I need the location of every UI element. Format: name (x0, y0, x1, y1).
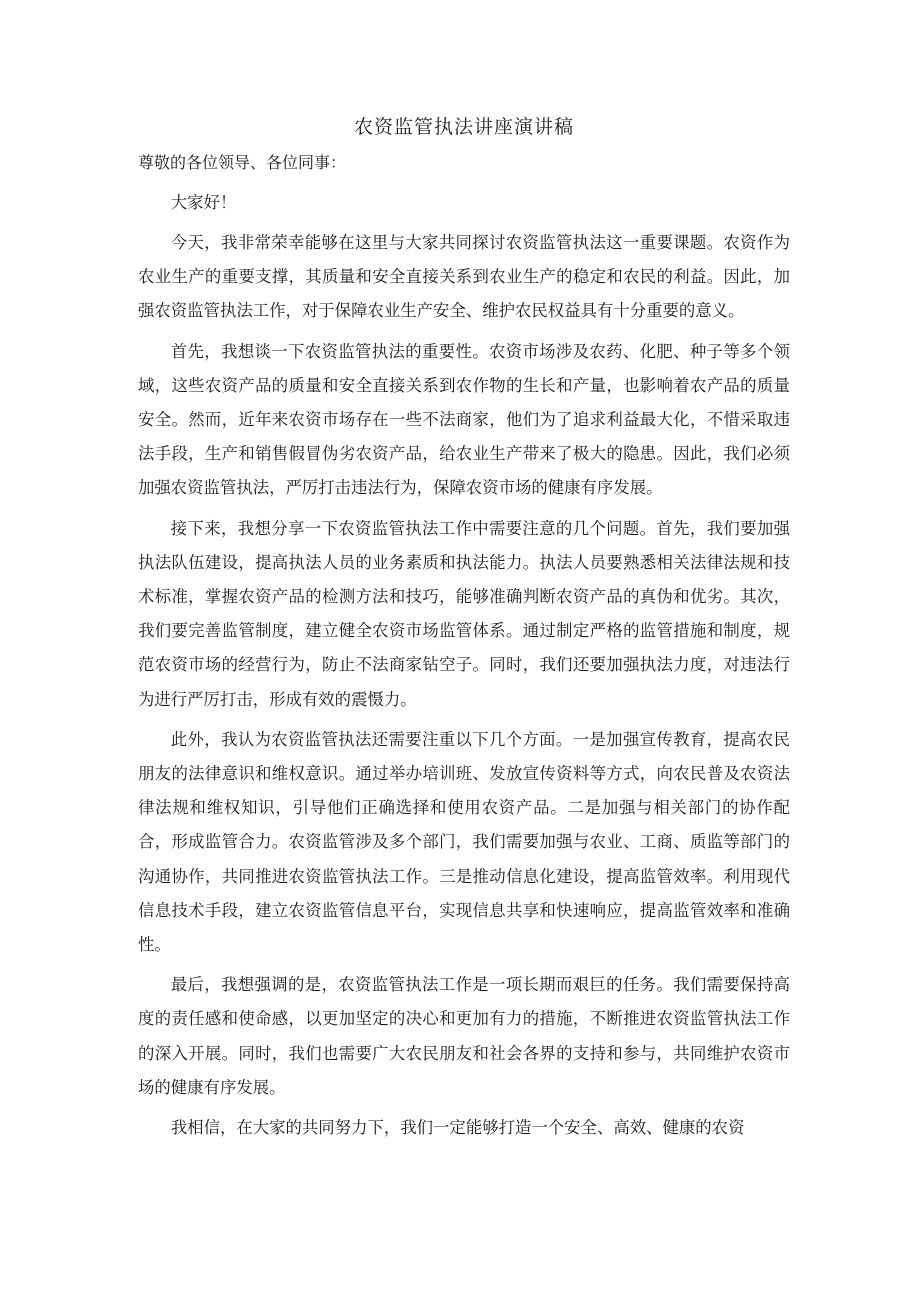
paragraph-conclusion: 最后，我想强调的是，农资监管执法工作是一项长期而艰巨的任务。我们需要保持高度的责任感和使命感，以更加坚定的决心和更加有力的措施，不断推进农资监管执法工作的深入开展。同时，我们也需要广大农民朋友和社会各界的支持和参与，共同维护农资市场的健康有序发展。 (138, 975, 790, 1097)
document-title: 农资监管执法讲座演讲稿 (353, 116, 574, 138)
paragraph-importance: 首先，我想谈一下农资监管执法的重要性。农资市场涉及农药、化肥、种子等多个领域，这些农资产品的质量和安全直接关系到农作物的生长和产量，也影响着农产品的质量安全。然而，近年来农资市场存在一些不法商家，他们为了追求利益最大化，不惜采取违法手段，生产和销售假冒伪劣农资产品，给农业生产带来了极大的隐患。因此，我们必须加强农资监管执法，严厉打击违法行为，保障农资市场的健康有序发展。 (138, 341, 790, 498)
document-page (138, 112, 790, 1145)
paragraph-closing: 我相信，在大家的共同努力下，我们一定能够打造一个安全、高效、健康的农资 (170, 1118, 745, 1138)
greeting: 大家好！ (170, 193, 237, 212)
paragraph-issues: 接下来，我想分享一下农资监管执法工作中需要注意的几个问题。首先，我们要加强执法队伍建设，提高执法人员的业务素质和执法能力。执法人员要熟悉相关法律法规和技术标准，掌握农资产品的检测方法和技巧，能够准确判断农资产品的真伪和优劣。其次，我们要完善监管制度，建立健全农资市场监管体系。通过制定严格的监管措施和制度，规范农资市场的经营行为，防止不法商家钻空子。同时，我们还要加强执法力度，对违法行为进行严厉打击，形成有效的震慑力。 (138, 518, 790, 709)
paragraph-aspects: 此外，我认为农资监管执法还需要注重以下几个方面。一是加强宣传教育，提高农民朋友的法律意识和维权意识。通过举办培训班、发放宣传资料等方式，向农民普及农资法律法规和维权知识，引导他们正确选择和使用农资产品。二是加强与相关部门的协作配合，形成监管合力。农资监管涉及多个部门，我们需要加强与农业、工商、质监等部门的沟通协作，共同推进农资监管执法工作。三是推动信息化建设，提高监管效率。利用现代信息技术手段，建立农资监管信息平台，实现信息共享和快速响应，提高监管效率和准确性。 (138, 729, 790, 955)
paragraph-intro: 今天，我非常荣幸能够在这里与大家共同探讨农资监管执法这一重要课题。农资作为农业生产的重要支撑，其质量和安全直接关系到农业生产的稳定和农民的利益。因此，加强农资监管执法工作，对于保障农业生产安全、维护农民权益具有十分重要的意义。 (138, 233, 790, 321)
salutation: 尊敬的各位领导、各位同事： (138, 153, 347, 172)
